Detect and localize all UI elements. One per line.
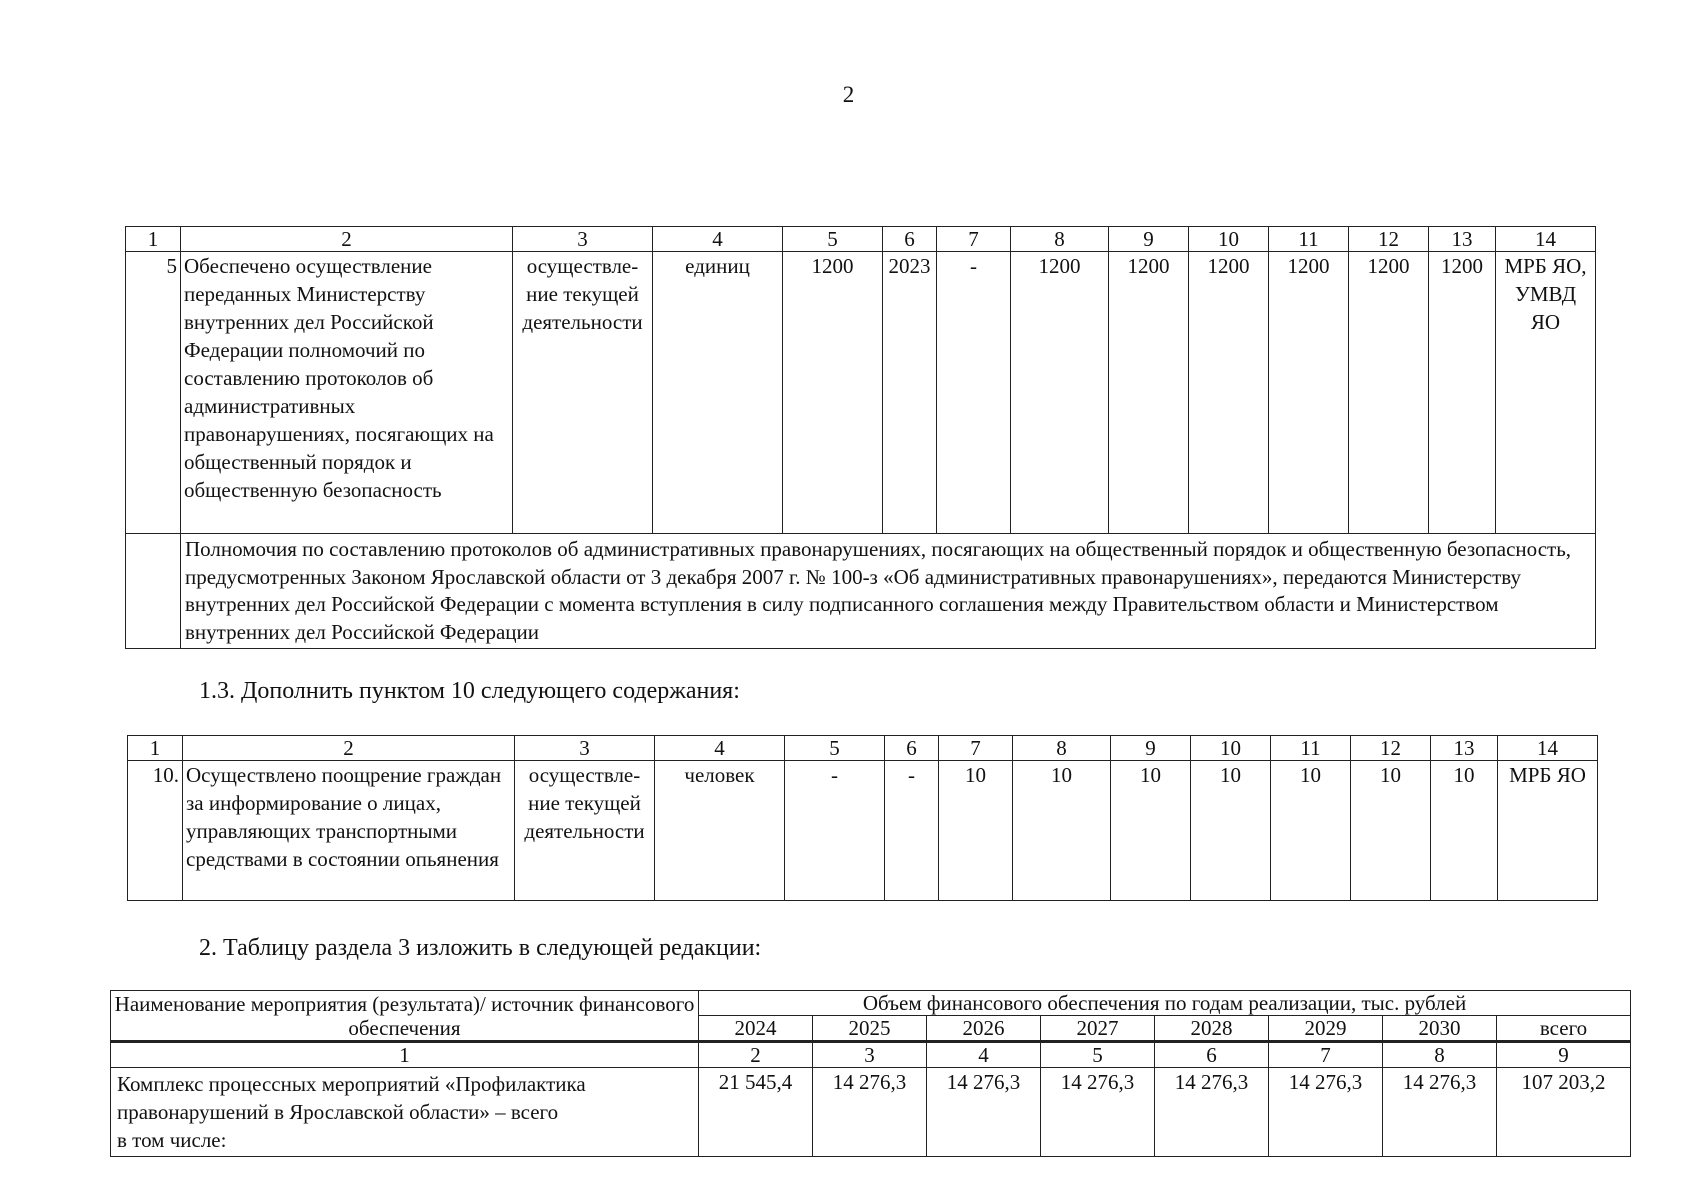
value-col-7: - [937,252,1011,534]
column-number: 10 [1191,736,1271,761]
value-2025: 14 276,3 [813,1068,927,1157]
year-header: 2026 [927,1016,1041,1042]
year-header: 2024 [699,1016,813,1042]
column-number: 9 [1111,736,1191,761]
column-number: 8 [1013,736,1111,761]
column-number: 8 [1383,1042,1497,1068]
column-number: 9 [1109,227,1189,252]
note-row [126,534,1596,649]
value-col-8: 10 [1013,761,1111,901]
column-number: 5 [1041,1042,1155,1068]
column-number: 7 [1269,1042,1383,1068]
volume-header: Объем финансового обеспечения по годам реализации, тыс. рублей [699,991,1631,1016]
value-col-6: - [885,761,939,901]
year-header: 2030 [1383,1016,1497,1042]
value-col-11: 10 [1271,761,1351,901]
column-number: 9 [1497,1042,1631,1068]
value-col-5: 1200 [783,252,883,534]
column-number: 7 [939,736,1013,761]
column-number: 12 [1351,736,1431,761]
column-number: 8 [1011,227,1109,252]
responsible-org: МРБ ЯО, УМВД ЯО [1496,252,1596,534]
column-number: 1 [128,736,183,761]
table-header-row [126,227,1596,252]
column-number: 3 [515,736,655,761]
value-col-7: 10 [939,761,1013,901]
responsible-org: МРБ ЯО [1498,761,1598,901]
table-header-row [111,991,1631,1016]
activity-subtitle: в том числе: [117,1128,227,1152]
column-number: 5 [785,736,885,761]
activity-name-cell [111,1068,699,1157]
section-heading-2: 2. Таблицу раздела 3 изложить в следующей редакции: [199,935,762,961]
column-number: 14 [1496,227,1596,252]
column-number: 3 [813,1042,927,1068]
column-number: 3 [513,227,653,252]
unit: человек [655,761,785,901]
financing-table [110,990,1631,1157]
value-2024: 21 545,4 [699,1068,813,1157]
unit: единиц [653,252,783,534]
value-col-12: 1200 [1349,252,1429,534]
result-name: Обеспечено осуществление переданных Министерству внутренних дел Российской Федерации полномочий по составлению протоколов об административных правонарушениях, посягающих на общественный порядок и общественную безопасность [181,252,513,534]
result-type: осуществле-ние текущей деятельности [515,761,655,901]
column-number: 6 [883,227,937,252]
year-header: 2027 [1041,1016,1155,1042]
value-col-5: - [785,761,885,901]
name-header: Наименование мероприятия (результата)/ источник финансового обеспечения [111,991,699,1042]
value-2026: 14 276,3 [927,1068,1041,1157]
table-header-row [128,736,1598,761]
year-header: 2029 [1269,1016,1383,1042]
year-header: 2028 [1155,1016,1269,1042]
column-number: 7 [937,227,1011,252]
row-number: 10. [128,761,183,901]
column-number: 2 [699,1042,813,1068]
table-row [111,1068,1631,1157]
value-col-13: 1200 [1429,252,1496,534]
column-number: 12 [1349,227,1429,252]
column-number: 5 [783,227,883,252]
column-number: 4 [653,227,783,252]
activity-name: Комплекс процессных мероприятий «Профилактика правонарушений в Ярославской области» – всего [117,1072,586,1124]
value-2027: 14 276,3 [1041,1068,1155,1157]
table-row [128,761,1598,901]
value-col-8: 1200 [1011,252,1109,534]
value-col-13: 10 [1431,761,1498,901]
value-col-11: 1200 [1269,252,1349,534]
column-numbers-row [111,1042,1631,1068]
note-spacer [126,534,181,649]
column-number: 4 [927,1042,1041,1068]
table-row [126,252,1596,534]
value-col-9: 10 [1111,761,1191,901]
page-number: 2 [842,82,855,107]
indicators-table-row-10 [127,735,1598,901]
column-number: 1 [111,1042,699,1068]
column-number: 6 [885,736,939,761]
note-text: Полномочия по составлению протоколов об административных правонарушениях, посягающих на общественный порядок и общественную безопасность, предусмотренных Законом Ярославской области от 3 декабря 2007 г. № 100-з «Об административных правонарушениях», передаются Министерству внутренних дел Российской Федерации с момента вступления в силу подписанного соглашения между Правительством области и Министерством внутренних дел Российской Федерации [181,534,1596,649]
column-number: 6 [1155,1042,1269,1068]
total-header: всего [1497,1016,1631,1042]
column-number: 4 [655,736,785,761]
indicators-table-row-5 [125,226,1596,649]
value-2029: 14 276,3 [1269,1068,1383,1157]
column-number: 13 [1431,736,1498,761]
value-col-9: 1200 [1109,252,1189,534]
column-number: 11 [1271,736,1351,761]
value-col-12: 10 [1351,761,1431,901]
row-number: 5 [126,252,181,534]
value-col-10: 10 [1191,761,1271,901]
column-number: 14 [1498,736,1598,761]
column-number: 11 [1269,227,1349,252]
value-col-6: 2023 [883,252,937,534]
column-number: 2 [181,227,513,252]
column-number: 13 [1429,227,1496,252]
value-total: 107 203,2 [1497,1068,1631,1157]
column-number: 1 [126,227,181,252]
column-number: 10 [1189,227,1269,252]
result-type: осуществле-ние текущей деятельности [513,252,653,534]
column-number: 2 [183,736,515,761]
value-2030: 14 276,3 [1383,1068,1497,1157]
value-col-10: 1200 [1189,252,1269,534]
section-heading-1-3: 1.3. Дополнить пунктом 10 следующего содержания: [199,678,740,704]
result-name: Осуществлено поощрение граждан за информирование о лицах, управляющих транспортными средствами в состоянии опьянения [183,761,515,901]
year-header: 2025 [813,1016,927,1042]
value-2028: 14 276,3 [1155,1068,1269,1157]
